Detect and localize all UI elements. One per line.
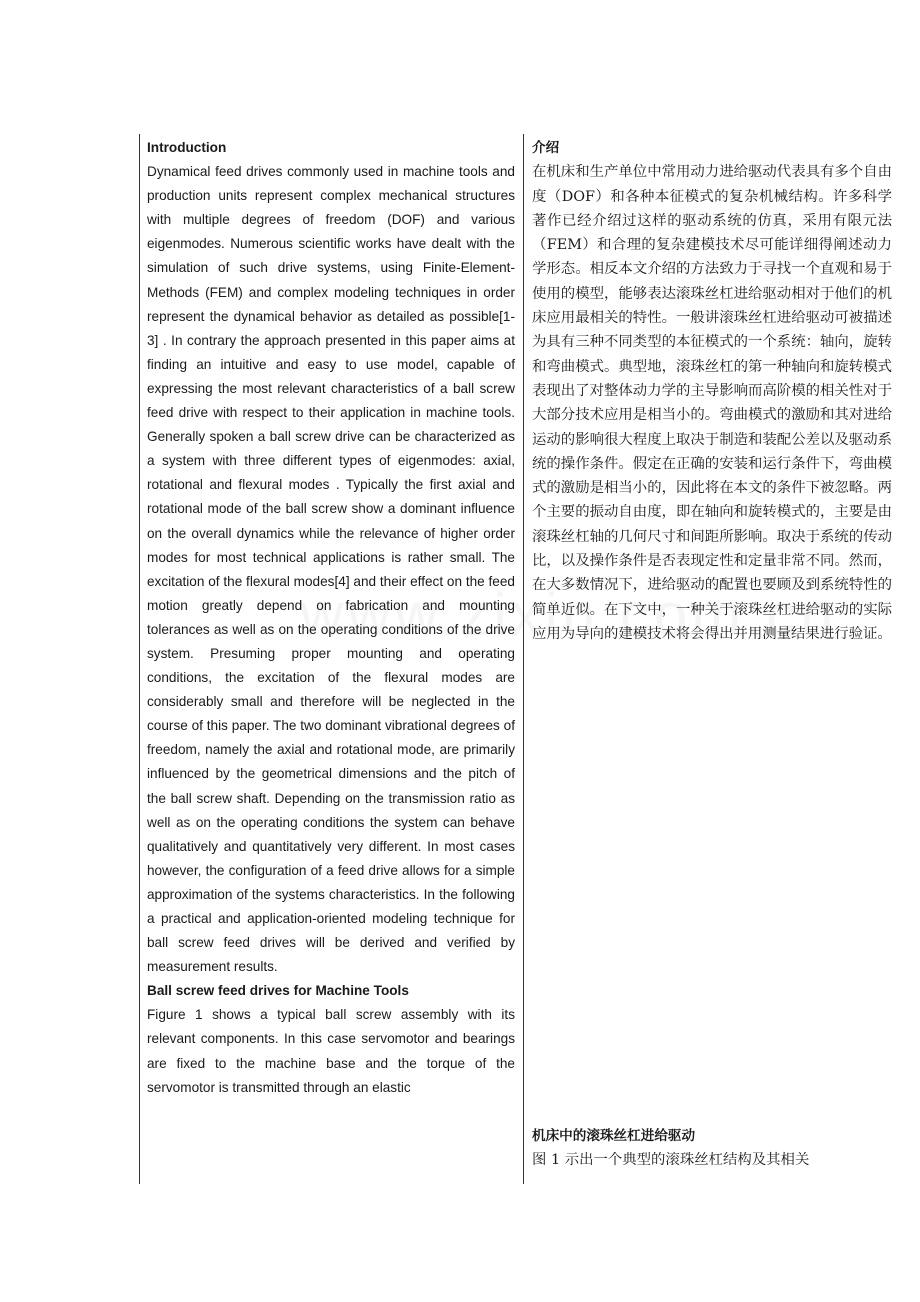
table-column-divider	[523, 134, 524, 1184]
english-intro-paragraph: Dynamical feed drives commonly used in machine tools and production units represent complex mechanical structures with multiple degrees of freedom (DOF) and various eigenmodes. Numerous scientific works have dealt with the simulation of such drive systems, using Finite-Element-Methods (FEM) and complex modeling techniques in order represent the dynamical behavior as detailed as possible[1-3] . In contrary the approach presented in this paper aims at finding an intuitive and easy to use model, capable of expressing the most relevant characteristics of a ball screw feed drive with respect to their application in machine tools. Generally spoken a ball screw drive can be characterized as a system with three different types of eigenmodes: axial, rotational and flexural modes . Typically the first axial and rotational mode of the ball screw show a dominant influence on the overall dynamics while the relevance of higher order modes for most technical applications is rather small. The excitation of the flexural modes[4] and their effect on the feed motion greatly depend on fabrication and mounting tolerances as well as on the operating conditions of the drive system. Presuming proper mounting and operating conditions, the excitation of the flexural modes are considerably small and therefore will be neglected in the course of this paper. The two dominant vibrational degrees of freedom, namely the axial and rotational mode, are primarily influenced by the geometrical dimensions and the pitch of the ball screw shaft. Depending on the transmission ratio as well as on the operating conditions the system can behave qualitatively and quantitatively very different. In most cases however, the configuration of a feed drive allows for a simple approximation of the systems characteristics. In the following a practical and application-oriented modeling technique for ball screw feed drives will be derived and verified by measurement results.	[147, 164, 515, 975]
english-section2-heading: Ball screw feed drives for Machine Tools	[147, 983, 409, 999]
english-intro-heading: Introduction	[147, 140, 227, 155]
english-section2-paragraph: Figure 1 shows a typical ball screw assembly with its relevant components. In this case servomotor and bearings are fixed to the machine base and the torque of the servomotor is transmitted through an elastic	[147, 1007, 515, 1095]
chinese-intro-heading: 介绍	[532, 140, 560, 156]
table-left-border	[139, 134, 140, 1184]
chinese-column	[532, 136, 892, 646]
chinese-intro-paragraph: 在机床和生产单位中常用动力进给驱动代表具有多个自由度（DOF）和各种本征模式的复杂机械结构。许多科学著作已经介绍过这样的驱动系统的仿真，采用有限元法（FEM）和合理的复杂建模技术尽可能详细得阐述动力学形态。相反本文介绍的方法致力于寻找一个直观和易于使用的模型，能够表达滚珠丝杠进给驱动相对于他们的机床应用最相关的特性。一般讲滚珠丝杠进给驱动可被描述为具有三种不同类型的本征模式的一个系统：轴向，旋转和弯曲模式。典型地，滚珠丝杠的第一种轴向和旋转模式表现出了对整体动力学的主导影响而高阶模的相关性对于大部分技术应用是相当小的。弯曲模式的激励和其对进给运动的影响很大程度上取决于制造和装配公差以及驱动系统的操作条件。假定在正确的安装和运行条件下，弯曲模式的激励是相当小的，因此将在本文的条件下被忽略。两个主要的振动自由度，即在轴向和旋转模式的，主要是由滚珠丝杠轴的几何尺寸和间距所影响。取决于系统的传动比，以及操作条件是否表现定性和定量非常不同。然而，在大多数情况下，进给驱动的配置也要顾及到系统特性的简单近似。在下文中，一种关于滚珠丝杠进给驱动的实际应用为导向的建模技术将会得出并用测量结果进行验证。	[532, 164, 892, 642]
chinese-section2-paragraph: 图 1 示出一个典型的滚珠丝杠结构及其相关	[532, 1152, 810, 1169]
chinese-section2-heading: 机床中的滚珠丝杠进给驱动	[532, 1128, 696, 1144]
chinese-section2	[532, 1124, 892, 1173]
english-column	[147, 136, 515, 1100]
